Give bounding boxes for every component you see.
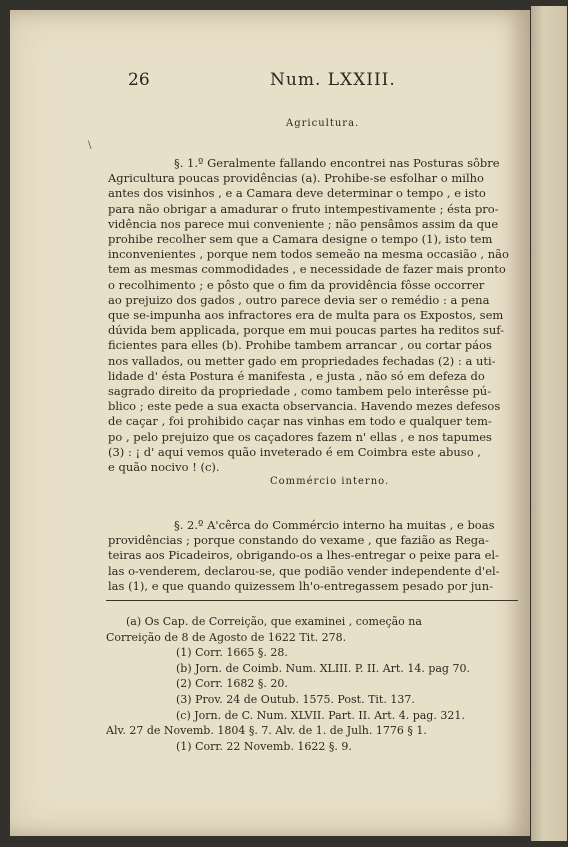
text-line: teiras aos Picadeiros, obrigando-os a lhes-entregar o peixe para el- (108, 548, 499, 563)
text-line: las o-venderem, declarou-se, que podião vender independente d'el- (108, 563, 500, 578)
section-heading-commercio: Commércio interno. (270, 476, 390, 487)
text-line: para não obrigar a amadurar o fruto intempestivamente ; ésta pro- (108, 201, 499, 216)
footnote-line: (3) Prov. 24 de Outub. 1575. Post. Tit. 137. (176, 692, 415, 706)
text-line: antes dos visinhos , e a Camara deve determinar o tempo , e isto (108, 186, 486, 201)
section-heading-agricultura: Agricultura. (286, 118, 360, 129)
text-line: blico ; este pede a sua exacta observancia. Havendo mezes defesos (108, 399, 501, 414)
page-title: Num. LXXIII. (270, 70, 396, 90)
margin-mark: \ (88, 140, 92, 151)
text-line: (3) : ¡ d' aqui vemos quão inveterado é em Coimbra este abuso , (108, 444, 481, 459)
text-line: sagrado direito da propriedade , como tambem pelo interêsse pú- (108, 384, 492, 399)
footnote-line: Alv. 27 de Novemb. 1804 §. 7. Alv. de 1. de Julh. 1776 § 1. (106, 724, 427, 738)
footnotes (106, 614, 520, 754)
text-line: e quão nocivo ! (c). (108, 460, 220, 475)
text-line: ficientes para elles (b). Prohibe tambem arrancar , ou cortar páos (108, 338, 492, 353)
footnote-line: (2) Corr. 1682 §. 20. (176, 677, 288, 691)
text-line: prohibe recolher sem que a Camara designe o tempo (1), isto tem (108, 232, 493, 247)
footnote-divider (106, 600, 518, 601)
text-line: lidade d' ésta Postura é manifesta , e justa , não só em defeza do (108, 368, 485, 383)
text-line: inconvenientes , porque nem todos semeão na mesma occasião , não (108, 247, 509, 262)
text-line: que se-impunha aos infractores era de multa para os Expostos, sem (108, 308, 504, 323)
footnote-line: (1) Corr. 22 Novemb. 1622 §. 9. (176, 739, 352, 753)
text-line: po , pelo prejuizo que os caçadores fazem n' ellas , e nos tapumes (108, 429, 492, 444)
text-line: §. 1.º Geralmente fallando encontrei nas Posturas sôbre (174, 156, 500, 170)
text-line: o recolhimento ; e pôsto que o fim da providência fôsse occorrer (108, 277, 485, 292)
page-number: 26 (128, 70, 150, 90)
footnote-line: Correição de 8 de Agosto de 1622 Tit. 278. (106, 630, 347, 644)
footnote-line: (a) Os Cap. de Correição, que examinei , começão na (126, 615, 422, 628)
footnote-line: (1) Corr. 1665 §. 28. (176, 646, 288, 660)
text-line: las (1), e que quando quizessem lh'o-entregassem pesado por jun- (108, 578, 493, 593)
paragraph-commercio (108, 518, 520, 594)
footnote-line: (b) Jorn. de Coimb. Num. XLIII. P. II. Art. 14. pag 70. (176, 661, 470, 675)
text-line: tem as mesmas commodidades , e necessidade de fazer mais pronto (108, 262, 506, 277)
footnote-line: (c) Jorn. de C. Num. XLVII. Part. II. Art. 4. pag. 321. (176, 708, 465, 722)
text-line: de caçar , foi prohibido caçar nas vinhas em todo e qualquer tem- (108, 414, 492, 429)
adjacent-page-edge (531, 6, 567, 841)
text-line: Agricultura poucas providências (a). Prohibe-se esfolhar o milho (108, 171, 484, 186)
text-line: dúvida bem applicada, porque em mui poucas partes ha reditos suf- (108, 323, 504, 338)
text-line: ao prejuizo dos gados , outro parece devia ser o remédio : a pena (108, 292, 490, 307)
text-line: providências ; porque constando do vexame , que fazião as Rega- (108, 533, 489, 548)
text-line: §. 2.º A'cêrca do Commércio interno ha muitas , e boas (174, 518, 495, 532)
text-line: nos vallados, ou metter gado em propriedades fechadas (2) : a uti- (108, 353, 496, 368)
paragraph-agricultura (108, 156, 520, 475)
text-line: vidência nos parece mui conveniente ; não pensâmos assim da que (108, 216, 499, 231)
